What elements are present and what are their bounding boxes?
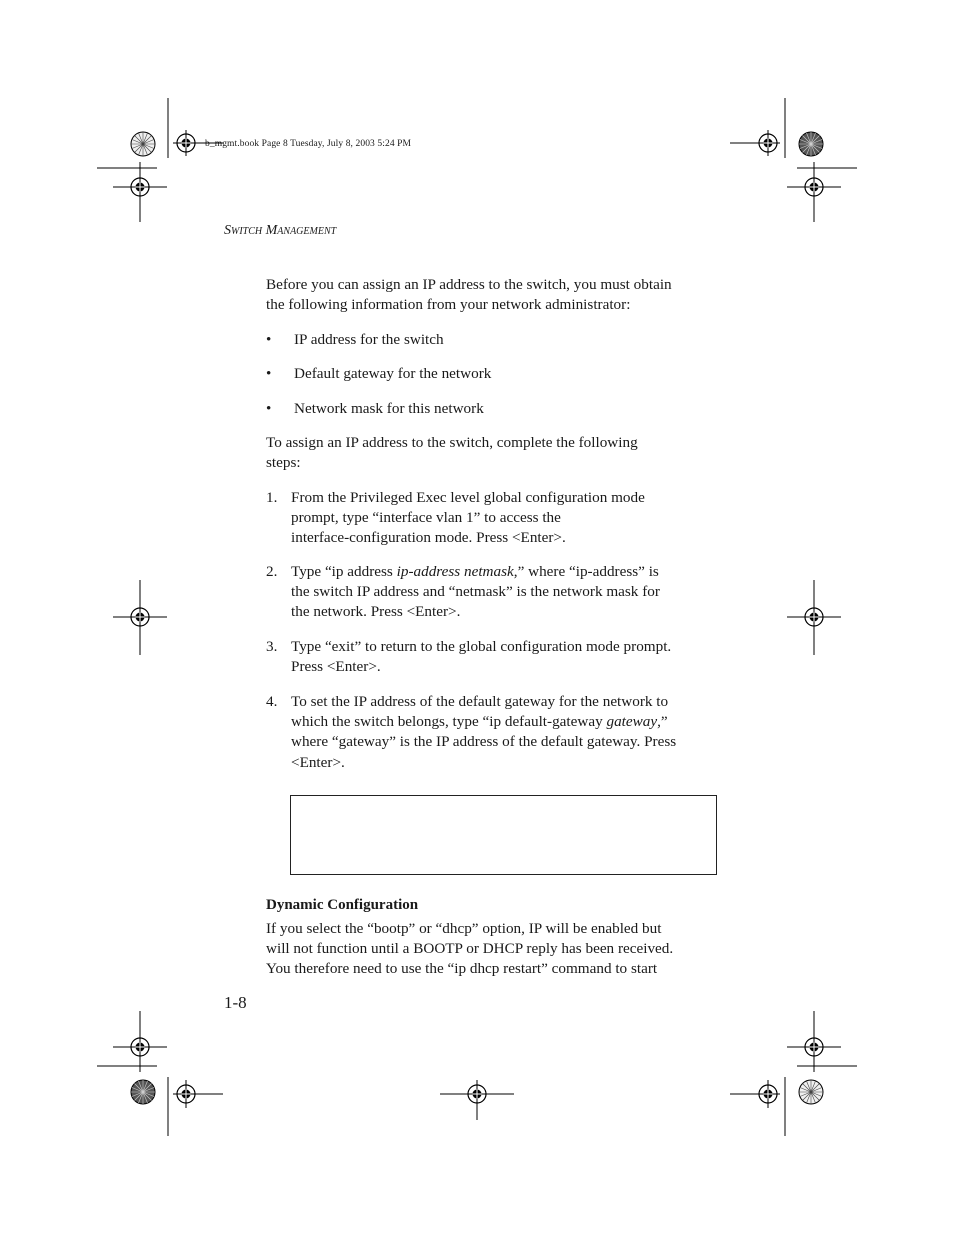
running-header-initial-m: M	[265, 223, 278, 238]
step-line: where “gateway” is the IP address of the default gateway. Press	[291, 733, 677, 751]
starburst-mark	[131, 132, 155, 156]
starburst-mark	[131, 1080, 155, 1104]
step-number: 4.	[266, 693, 278, 710]
starburst-mark	[799, 132, 823, 156]
crop-marks	[97, 98, 857, 1136]
step-text-run: Type “ip address	[291, 563, 397, 580]
step-number: 1.	[266, 489, 278, 506]
steps-intro-line: To assign an IP address to the switch, complete the following	[266, 434, 638, 451]
step-text-italic: ip-address netmask	[396, 563, 514, 580]
step-line: Press <Enter>.	[291, 658, 381, 676]
intro-line: the following information from your network administrator:	[266, 296, 631, 314]
step-text-run: which the switch belongs, type “ip default-gateway	[291, 713, 607, 731]
print-stamp: b_mgmt.book Page 8 Tuesday, July 8, 2003 5:24 PM	[205, 139, 412, 149]
starburst-mark	[799, 1080, 823, 1104]
running-header-rest-1: witch	[231, 223, 263, 238]
running-header-rest-2: anagement	[277, 223, 337, 238]
bullet-text: Network mask for this network	[294, 400, 484, 417]
intro-line: Before you can assign an IP address to the switch, you must obtain	[266, 276, 672, 293]
page-number: 1-8	[224, 993, 247, 1012]
step-number: 3.	[266, 638, 278, 655]
step-line: prompt, type “interface vlan 1” to access the	[291, 509, 561, 527]
step-line: <Enter>.	[291, 753, 345, 771]
section-line: If you select the “bootp” or “dhcp” option, IP will be enabled but	[266, 920, 662, 937]
step-number: 2.	[266, 563, 278, 580]
bullet-marker: •	[266, 365, 272, 382]
bullet-text: IP address for the switch	[294, 331, 444, 348]
step-line: the network. Press <Enter>.	[291, 603, 461, 621]
step-text-run: ,”	[657, 713, 668, 731]
step-text-run: ,” where “ip-address” is	[513, 563, 659, 580]
section-line: will not function until a BOOTP or DHCP reply has been received.	[266, 940, 674, 958]
bullet-text: Default gateway for the network	[294, 365, 492, 382]
step-line: Type “exit” to return to the global configuration mode prompt.	[291, 638, 672, 655]
bullet-marker: •	[266, 331, 272, 348]
bullet-marker: •	[266, 400, 272, 417]
steps-intro-line: steps:	[266, 454, 301, 472]
section-heading: Dynamic Configuration	[266, 897, 419, 913]
running-header-initial-s: S	[224, 223, 231, 238]
step-text-italic: gateway	[606, 713, 658, 731]
section-line: You therefore need to use the “ip dhcp restart” command to start	[266, 960, 658, 978]
step-line: From the Privileged Exec level global configuration mode	[291, 489, 645, 506]
step-line: To set the IP address of the default gateway for the network to	[291, 693, 669, 710]
step-line: the switch IP address and “netmask” is the network mask for	[291, 583, 660, 601]
step-line: interface-configuration mode. Press <Enter>.	[291, 529, 566, 547]
